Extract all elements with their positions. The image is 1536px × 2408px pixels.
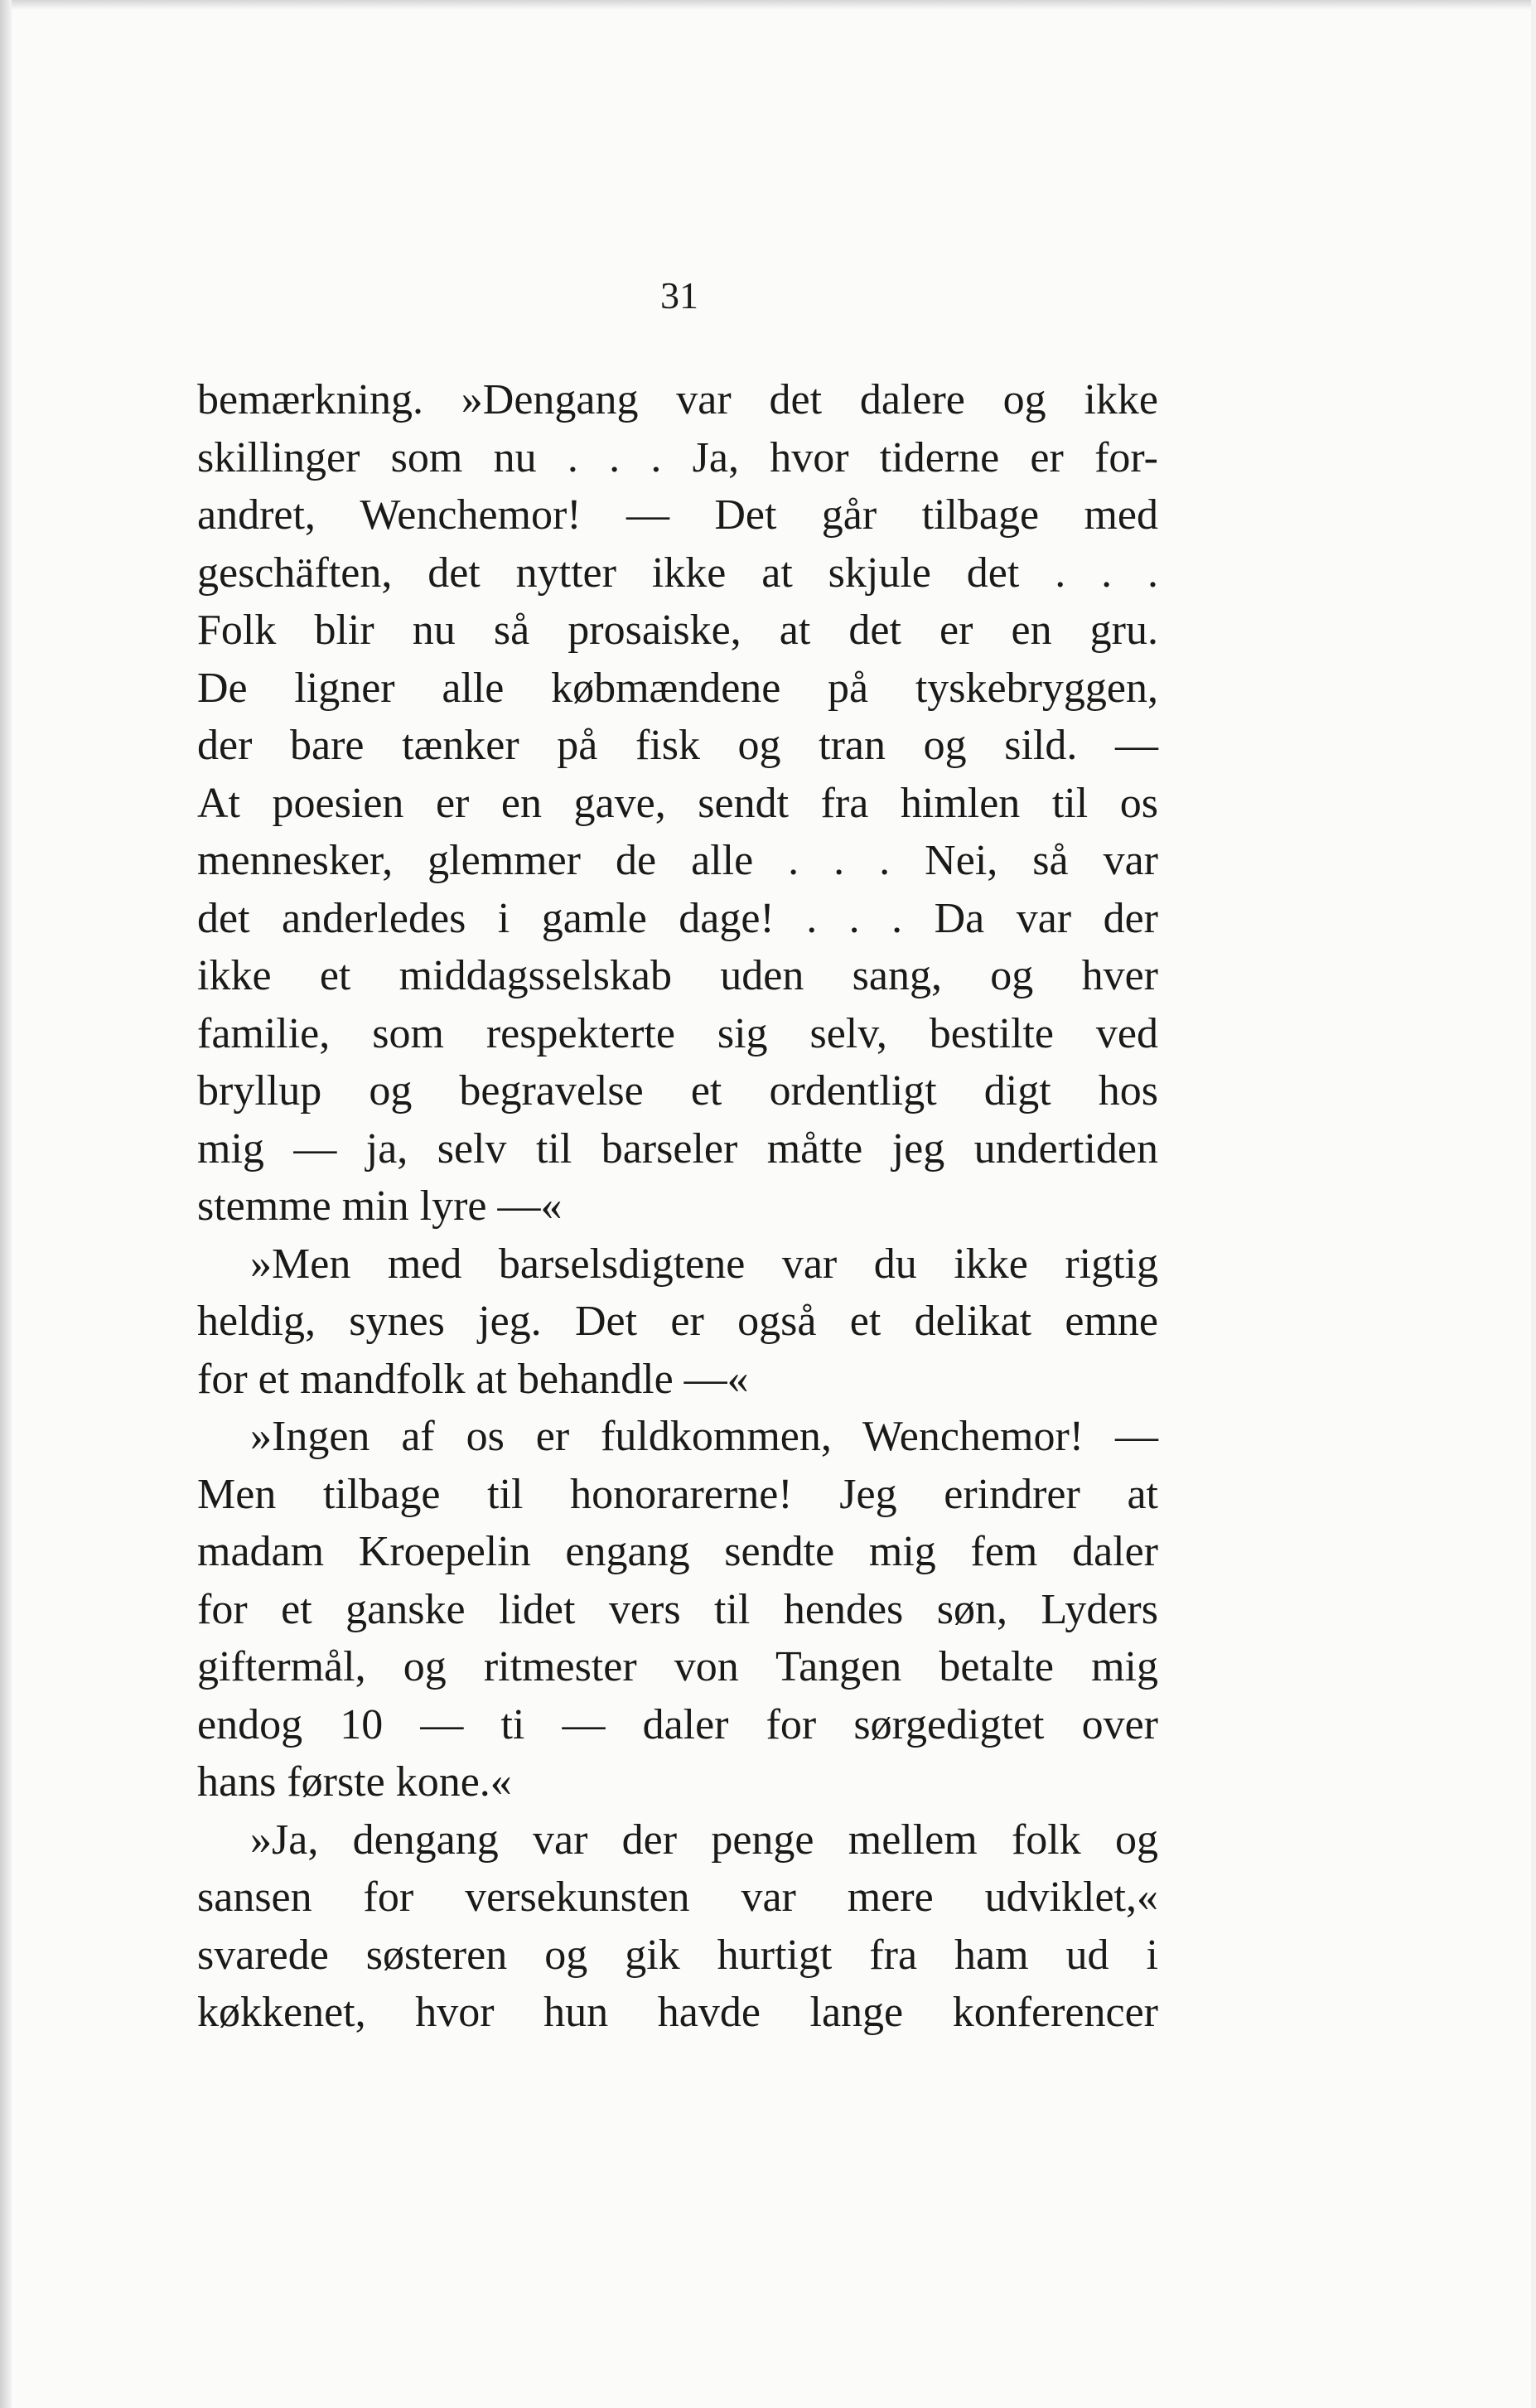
- text-line: for et mandfolk at behandle —«: [197, 1355, 749, 1403]
- text-line: endog 10 — ti — daler for sørgedigtet over: [197, 1700, 1158, 1748]
- text-line: hans første kone.«: [197, 1758, 512, 1806]
- text-line: bryllup og begravelse et ordentligt digt hos: [197, 1067, 1158, 1115]
- text-line: »Ja, dengang var der penge mellem folk og: [250, 1816, 1158, 1864]
- scan-edge-top: [0, 0, 1536, 10]
- text-line: køkkenet, hvor hun havde lange konferencer: [197, 1989, 1158, 2036]
- text-line: sansen for versekunsten var mere udviklet,«: [197, 1874, 1158, 1921]
- page-number: 31: [660, 274, 698, 317]
- text-line: madam Kroepelin engang sendte mig fem daler: [197, 1528, 1158, 1575]
- text-line: der bare tænker på fisk og tran og sild. —: [197, 722, 1158, 769]
- text-line: andret, Wenchemor! — Det går tilbage med: [197, 491, 1158, 539]
- text-line: De ligner alle købmændene på tyskebryggen,: [197, 664, 1158, 712]
- text-line: stemme min lyre —«: [197, 1182, 563, 1230]
- text-line: familie, som respekterte sig selv, bestilte ved: [197, 1009, 1158, 1057]
- text-line: ikke et middagsselskab uden sang, og hver: [197, 952, 1158, 999]
- text-line: mig — ja, selv til barseler måtte jeg undertiden: [197, 1124, 1158, 1173]
- text-line: bemærkning. »Dengang var det dalere og ikke: [197, 376, 1158, 423]
- text-line: geschäften, det nytter ikke at skjule det . . .: [197, 549, 1158, 597]
- body-text: [197, 371, 1158, 2042]
- text-line: »Ingen af os er fuldkommen, Wenchemor! —: [250, 1413, 1158, 1460]
- text-line: Folk blir nu så prosaiske, at det er en gru.: [197, 607, 1158, 654]
- text-line: svarede søsteren og gik hurtigt fra ham ud i: [197, 1931, 1158, 1979]
- text-line: At poesien er en gave, sendt fra himlen til os: [197, 779, 1158, 827]
- text-line: »Men med barselsdigtene var du ikke rigtig: [250, 1240, 1158, 1288]
- scan-edge-right: [1531, 0, 1536, 2408]
- text-line: giftermål, og ritmester von Tangen betalte mig: [197, 1643, 1158, 1690]
- text-line: Men tilbage til honorarerne! Jeg erindrer at: [197, 1470, 1158, 1518]
- text-line: mennesker, glemmer de alle . . . Nei, så var: [197, 837, 1158, 884]
- scan-edge-left: [0, 0, 12, 2408]
- text-line: det anderledes i gamle dage! . . . Da var der: [197, 894, 1158, 942]
- text-line: heldig, synes jeg. Det er også et delikat emne: [197, 1298, 1158, 1345]
- text-line: for et ganske lidet vers til hendes søn, Lyders: [197, 1585, 1158, 1633]
- text-line: skillinger som nu . . . Ja, hvor tiderne er for-: [197, 433, 1158, 481]
